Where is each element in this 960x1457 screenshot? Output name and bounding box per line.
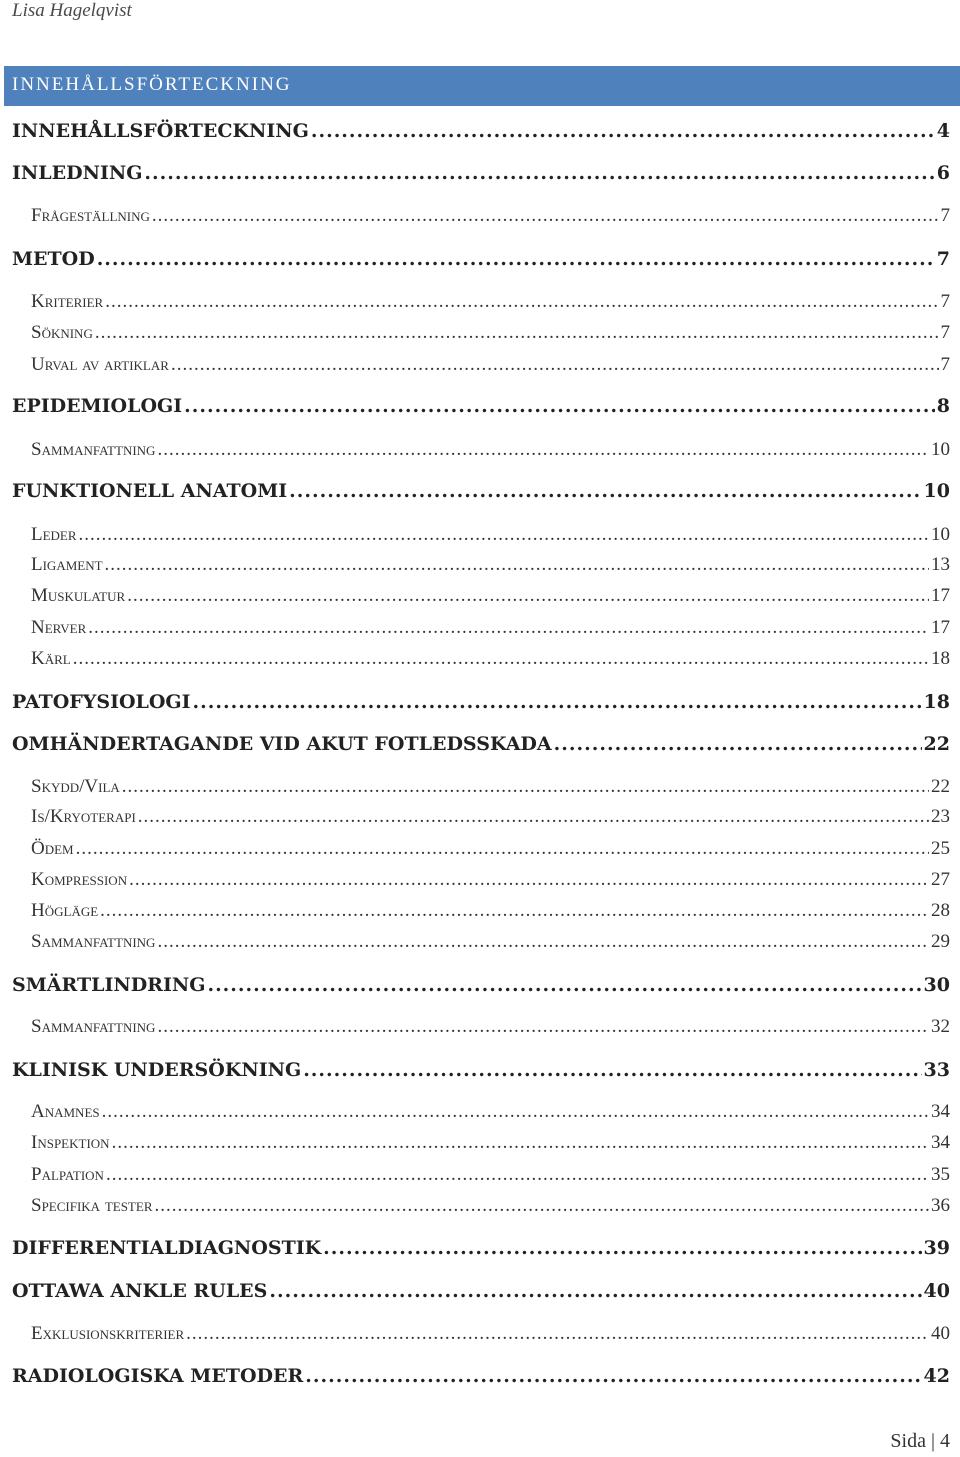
toc-entry[interactable] (12, 1235, 950, 1261)
toc-dot-leader (152, 203, 939, 229)
toc-dot-leader (269, 1278, 921, 1304)
toc-dot-leader (157, 929, 929, 955)
toc-dot-leader (323, 1235, 921, 1261)
toc-dot-leader (186, 1321, 929, 1347)
toc-entry-title: Anamnes (31, 1101, 100, 1122)
footer-page-number: 4 (940, 1430, 950, 1452)
toc-entry[interactable] (31, 615, 950, 641)
toc-entry[interactable] (12, 689, 950, 715)
toc-entry[interactable] (31, 437, 950, 463)
footer-separator: | (930, 1430, 935, 1452)
toc-dot-leader (305, 1363, 921, 1389)
toc-entry[interactable] (31, 552, 950, 578)
toc-entry-title: DIFFERENTIALDIAGNOSTIK (12, 1237, 322, 1259)
toc-dot-leader (79, 522, 929, 548)
toc-entry-title: Ödem (31, 838, 74, 859)
toc-dot-leader (73, 646, 929, 672)
toc-entry-title: INLEDNING (12, 162, 143, 184)
toc-entry-page-number: 32 (931, 1016, 950, 1037)
toc-entry-title: Nerver (31, 617, 87, 638)
toc-entry-title: EPIDEMIOLOGI (12, 395, 183, 417)
toc-entry[interactable] (31, 352, 950, 378)
page-footer (890, 1430, 950, 1453)
toc-entry[interactable] (12, 478, 950, 504)
toc-entry-title: Leder (31, 524, 77, 545)
toc-entry[interactable] (31, 929, 950, 955)
toc-entry-page-number: 42 (923, 1365, 950, 1387)
toc-entry[interactable] (31, 1321, 950, 1347)
toc-entry-page-number: 36 (931, 1195, 950, 1216)
toc-entry-page-number: 35 (931, 1164, 950, 1185)
toc-entry-title: Sökning (31, 322, 93, 343)
toc-entry-page-number: 18 (923, 691, 950, 713)
toc-entry[interactable] (31, 1099, 950, 1125)
toc-entry-page-number: 30 (923, 974, 950, 996)
toc-entry-page-number: 25 (931, 838, 950, 859)
toc-entry-title: METOD (12, 248, 95, 270)
toc-entry[interactable] (31, 836, 950, 862)
toc-entry[interactable] (31, 1162, 950, 1188)
toc-entry-page-number: 33 (923, 1059, 950, 1081)
toc-entry-page-number: 22 (923, 733, 950, 755)
toc-entry[interactable] (31, 522, 950, 548)
toc-entry-page-number: 34 (931, 1101, 950, 1122)
toc-heading: INNEHÅLLSFÖRTECKNING (12, 74, 292, 95)
toc-dot-leader (207, 972, 921, 998)
toc-entry-page-number: 8 (936, 395, 950, 417)
toc-dot-leader (102, 1099, 929, 1125)
toc-dot-leader (112, 1130, 929, 1156)
toc-entry-title: Sammanfattning (31, 1016, 156, 1037)
toc-entry[interactable] (31, 1130, 950, 1156)
toc-dot-leader (144, 160, 934, 186)
toc-entry-title: OTTAWA ANKLE RULES (12, 1280, 268, 1302)
toc-entry-page-number: 34 (931, 1132, 950, 1153)
toc-dot-leader (311, 118, 935, 144)
toc-entry-page-number: 23 (931, 806, 950, 827)
toc-entry-page-number: 10 (931, 439, 950, 460)
toc-dot-leader (289, 478, 921, 504)
toc-entry-title: Kärl (31, 648, 71, 669)
toc-entry-page-number: 18 (931, 648, 950, 669)
toc-entry[interactable] (12, 1278, 950, 1304)
toc-dot-leader (97, 246, 935, 272)
toc-entry-page-number: 4 (936, 120, 950, 142)
toc-dot-leader (129, 867, 929, 893)
toc-entry[interactable] (31, 289, 950, 315)
toc-dot-leader (303, 1057, 921, 1083)
toc-entry[interactable] (12, 731, 950, 757)
toc-entry[interactable] (12, 393, 950, 419)
toc-entry-page-number: 10 (923, 480, 950, 502)
toc-entry-title: Specifika tester (31, 1195, 153, 1216)
toc-dot-leader (157, 1014, 929, 1040)
toc-dot-leader (157, 437, 929, 463)
toc-entry-title: Skydd/Vila (31, 776, 120, 797)
toc-entry-title: Urval av artiklar (31, 354, 169, 375)
toc-entry[interactable] (12, 1057, 950, 1083)
toc-dot-leader (105, 289, 938, 315)
toc-dot-leader (193, 689, 922, 715)
toc-entry[interactable] (12, 972, 950, 998)
toc-dot-leader (100, 898, 929, 924)
toc-entry[interactable] (31, 1014, 950, 1040)
toc-dot-leader (138, 804, 929, 830)
toc-entry-title: INNEHÅLLSFÖRTECKNING (12, 120, 309, 142)
toc-entry-page-number: 7 (936, 248, 950, 270)
toc-entry-page-number: 17 (931, 617, 950, 638)
toc-entry-page-number: 7 (940, 354, 950, 375)
toc-dot-leader (105, 552, 929, 578)
toc-entry[interactable] (31, 898, 950, 924)
toc-entry-title: FUNKTIONELL ANATOMI (12, 480, 288, 502)
toc-entry[interactable] (31, 1193, 950, 1219)
toc-entry[interactable] (31, 774, 950, 800)
toc-entry[interactable] (31, 867, 950, 893)
toc-entry[interactable] (31, 804, 950, 830)
document-author: Lisa Hagelqvist (12, 0, 132, 21)
toc-entry-page-number: 7 (940, 322, 950, 343)
toc-entry[interactable] (12, 118, 950, 144)
toc-entry-page-number: 40 (931, 1323, 950, 1344)
toc-entry[interactable] (12, 160, 950, 186)
toc-entry-title: Ligament (31, 554, 103, 575)
toc-dot-leader (106, 1162, 929, 1188)
toc-entry-title: Palpation (31, 1164, 104, 1185)
toc-entry-page-number: 17 (931, 585, 950, 606)
toc-entry-title: Sammanfattning (31, 931, 156, 952)
footer-label: Sida (890, 1430, 926, 1452)
toc-entry-title: Is/Kryoterapi (31, 806, 136, 827)
toc-entry-page-number: 6 (936, 162, 950, 184)
toc-entry-page-number: 28 (931, 900, 950, 921)
toc-entry-page-number: 39 (923, 1237, 950, 1259)
toc-entry[interactable] (31, 320, 950, 346)
toc-entry-title: Kriterier (31, 291, 104, 312)
toc-entry-page-number: 7 (940, 205, 950, 226)
toc-entry-title: SMÄRTLINDRING (12, 974, 206, 996)
toc-entry-title: Inspektion (31, 1132, 110, 1153)
toc-entry[interactable] (12, 246, 950, 272)
toc-entry[interactable] (31, 203, 950, 229)
toc-dot-leader (155, 1193, 930, 1219)
toc-dot-leader (122, 774, 929, 800)
toc-entry-page-number: 29 (931, 931, 950, 952)
toc-entry-title: Muskulatur (31, 585, 126, 606)
toc-dot-leader (127, 583, 929, 609)
toc-dot-leader (95, 320, 939, 346)
toc-dot-leader (171, 352, 939, 378)
toc-entry[interactable] (12, 1363, 950, 1389)
toc-entry-title: Frågeställning (31, 205, 150, 226)
toc-entry-title: KLINISK UNDERSÖKNING (12, 1059, 302, 1081)
toc-entry-page-number: 22 (931, 776, 950, 797)
toc-entry-page-number: 10 (931, 524, 950, 545)
toc-entry-title: Exklusionskriterier (31, 1323, 185, 1344)
toc-dot-leader (76, 836, 929, 862)
toc-entry-title: Högläge (31, 900, 99, 921)
toc-dot-leader (88, 615, 929, 641)
toc-entry-title: OMHÄNDERTAGANDE VID AKUT FOTLEDSSKADA (12, 733, 552, 755)
toc-entry[interactable] (31, 583, 950, 609)
toc-entry-title: Sammanfattning (31, 439, 156, 460)
toc-entry[interactable] (31, 646, 950, 672)
toc-entry-title: RADIOLOGISKA METODER (12, 1365, 304, 1387)
toc-entry-page-number: 7 (940, 291, 950, 312)
toc-entry-page-number: 27 (931, 869, 950, 890)
toc-entry-page-number: 40 (923, 1280, 950, 1302)
toc-entry-title: Kompression (31, 869, 128, 890)
toc-dot-leader (554, 731, 922, 757)
toc-entry-page-number: 13 (931, 554, 950, 575)
toc-entry-title: PATOFYSIOLOGI (12, 691, 191, 713)
toc-dot-leader (184, 393, 935, 419)
